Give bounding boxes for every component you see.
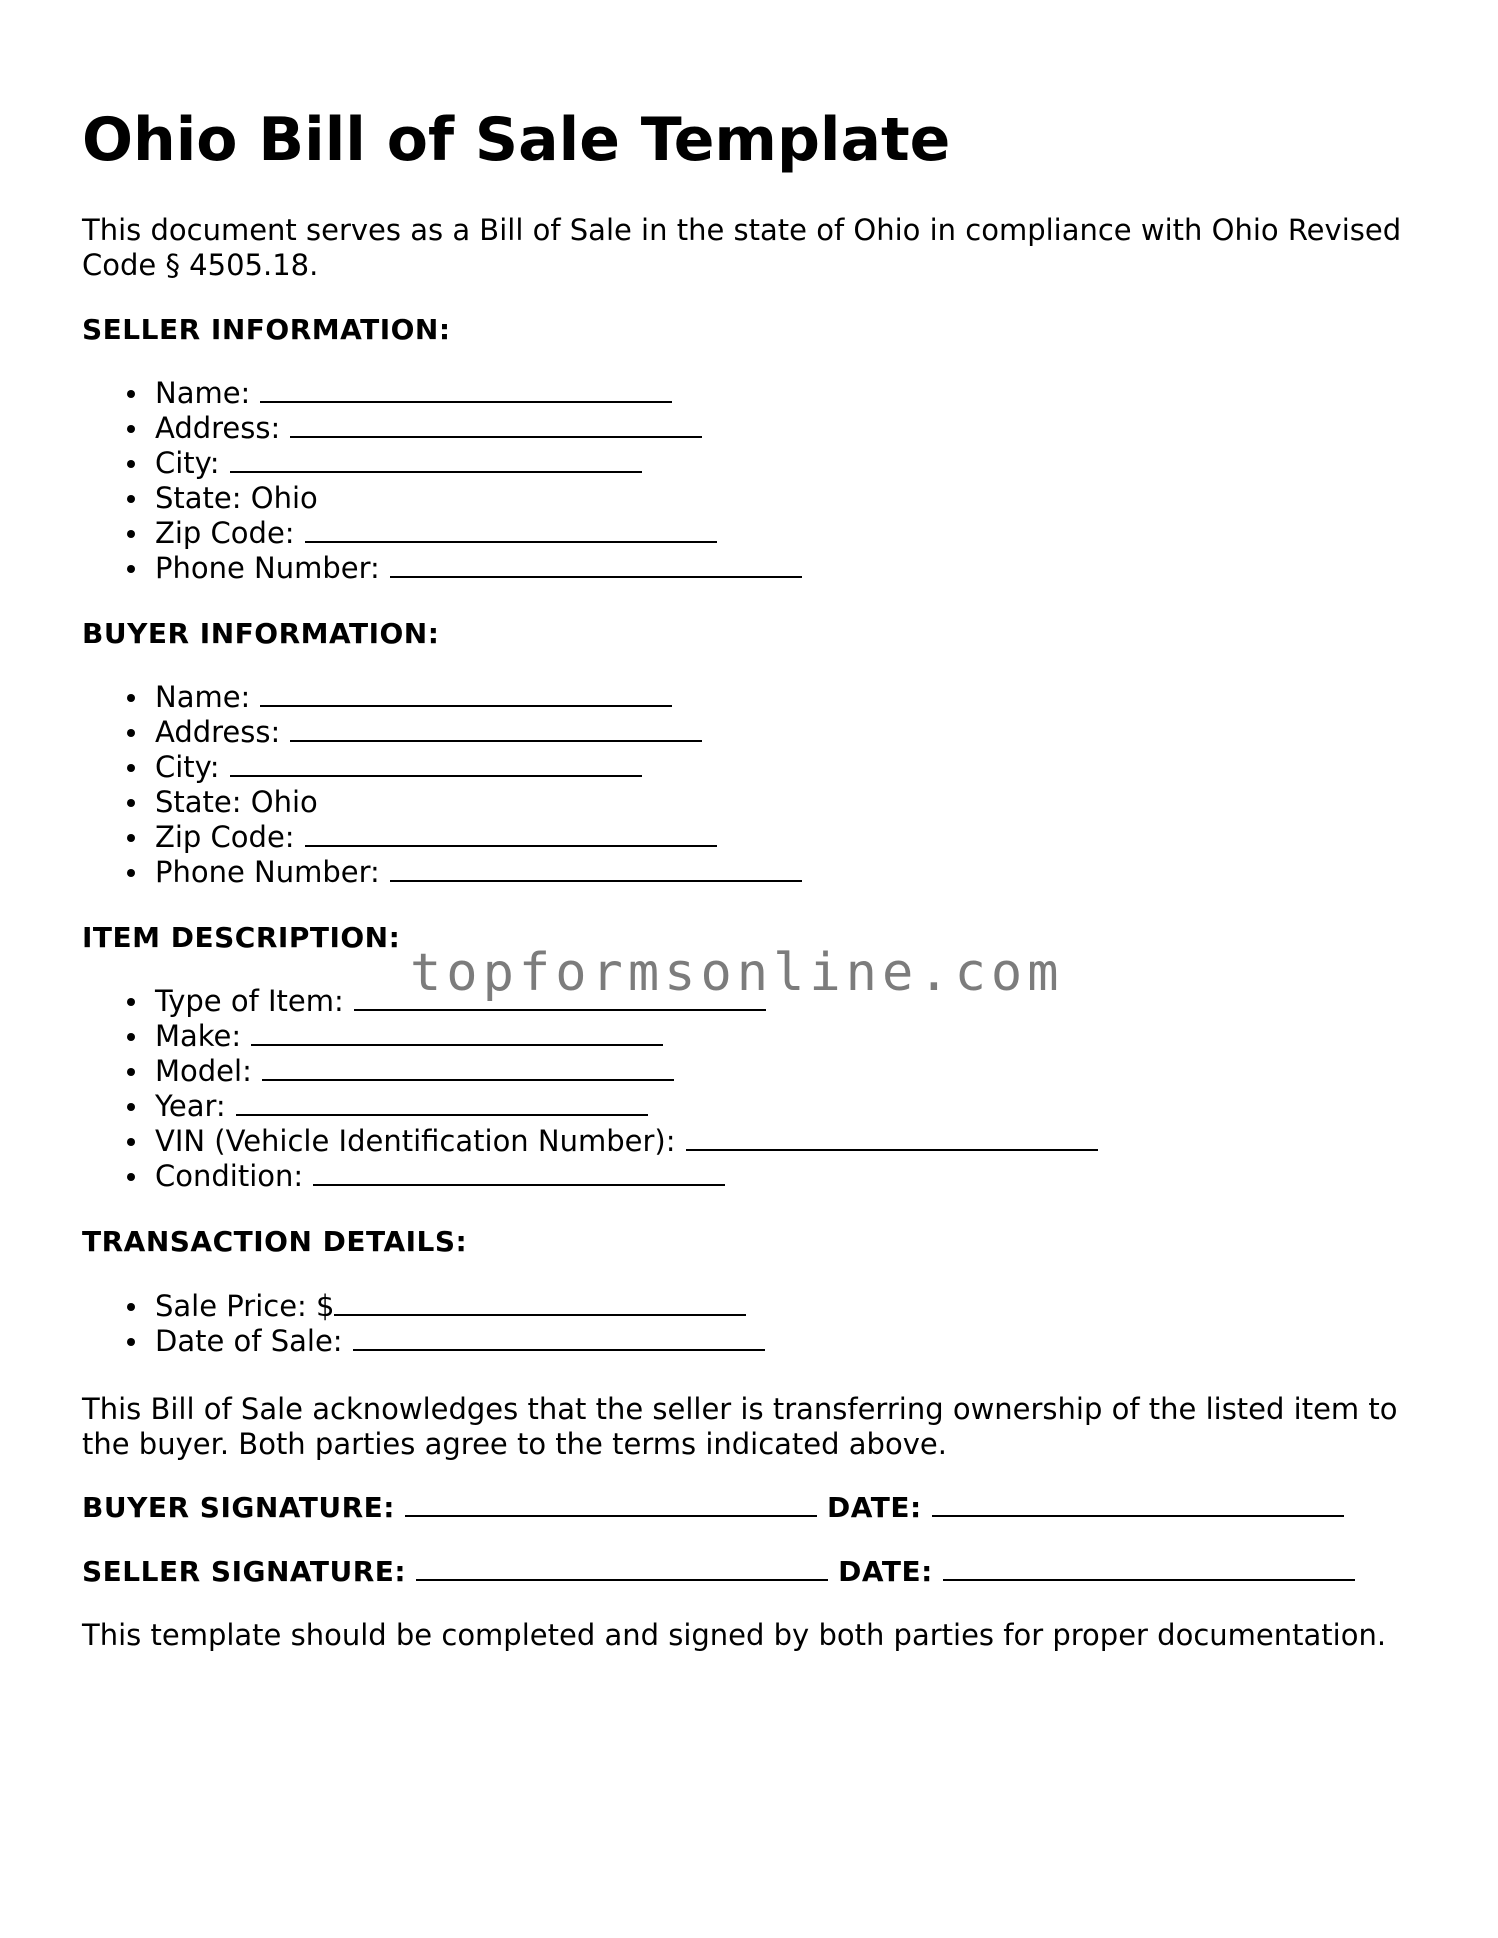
buyer-date-label: DATE: [827, 1491, 922, 1524]
transaction-section-heading: TRANSACTION DETAILS: [82, 1225, 468, 1258]
blank-line[interactable] [290, 715, 702, 742]
blank-line[interactable] [260, 376, 672, 403]
item-model-field [155, 1054, 1098, 1089]
buyer-date-blank[interactable] [932, 1490, 1344, 1517]
intro-paragraph: This document serves as a Bill of Sale in the state of Ohio in compliance with Ohio Revised Code § 4505.18. [82, 213, 1402, 282]
blank-line[interactable] [290, 411, 702, 438]
buyer-city-field [155, 750, 802, 785]
field-label: Condition: [155, 1159, 304, 1193]
item-fields-list [82, 984, 1098, 1194]
blank-line[interactable] [686, 1124, 1098, 1151]
seller-date-label: DATE: [838, 1555, 933, 1588]
blank-line[interactable] [305, 516, 717, 543]
closing-paragraph: This template should be completed and signed by both parties for proper documentation. [82, 1618, 1387, 1652]
field-label: Model: [155, 1054, 252, 1088]
field-label: City: [155, 446, 220, 480]
buyer-signature-row [82, 1490, 1354, 1525]
buyer-phone-field [155, 855, 802, 890]
blank-line[interactable] [236, 1089, 648, 1116]
seller-phone-field [155, 551, 802, 586]
field-label: Zip Code: [155, 820, 295, 854]
item-condition-field [155, 1159, 1098, 1194]
field-label: Make: [155, 1019, 242, 1053]
field-label: Phone Number: [155, 855, 380, 889]
seller-signature-blank[interactable] [416, 1554, 828, 1581]
seller-name-field [155, 376, 802, 411]
field-label: Year: [155, 1089, 226, 1123]
seller-signature-label: SELLER SIGNATURE: [82, 1555, 407, 1588]
item-make-field [155, 1019, 1098, 1054]
blank-line[interactable] [390, 855, 802, 882]
item-year-field [155, 1089, 1098, 1124]
field-label: Zip Code: [155, 516, 295, 550]
buyer-section-heading: BUYER INFORMATION: [82, 617, 440, 650]
item-vin-field [155, 1124, 1098, 1159]
blank-line[interactable] [262, 1054, 674, 1081]
field-label: Name: [155, 680, 251, 714]
seller-fields-list [82, 376, 802, 586]
blank-line[interactable] [313, 1159, 725, 1186]
blank-line[interactable] [251, 1019, 663, 1046]
seller-section-heading: SELLER INFORMATION: [82, 313, 451, 346]
field-label: State: Ohio [155, 481, 318, 515]
acknowledgement-paragraph: This Bill of Sale acknowledges that the seller is transferring ownership of the listed item to the buyer. Both parties agree to the terms indicated above. [82, 1392, 1398, 1461]
watermark-text: topformsonline.com [410, 943, 1064, 1003]
seller-signature-row [82, 1554, 1365, 1589]
seller-state-field [155, 481, 802, 516]
seller-date-blank[interactable] [943, 1554, 1355, 1581]
field-label: Type of Item: [155, 984, 344, 1018]
buyer-address-field [155, 715, 802, 750]
field-label: Address: [155, 411, 281, 445]
buyer-zip-field [155, 820, 802, 855]
blank-line[interactable] [334, 1289, 746, 1316]
buyer-signature-label: BUYER SIGNATURE: [82, 1491, 396, 1524]
document-title: Ohio Bill of Sale Template [82, 105, 951, 175]
field-label: Phone Number: [155, 551, 380, 585]
blank-line[interactable] [353, 1324, 765, 1351]
buyer-signature-blank[interactable] [405, 1490, 817, 1517]
seller-city-field [155, 446, 802, 481]
field-label: VIN (Vehicle Identification Number): [155, 1124, 676, 1158]
blank-line[interactable] [390, 551, 802, 578]
blank-line[interactable] [260, 680, 672, 707]
sale-price-field [155, 1289, 765, 1324]
buyer-fields-list [82, 680, 802, 890]
field-label: Name: [155, 376, 251, 410]
date-of-sale-field [155, 1324, 765, 1359]
blank-line[interactable] [230, 446, 642, 473]
field-label: Date of Sale: [155, 1324, 343, 1358]
seller-zip-field [155, 516, 802, 551]
item-section-heading: ITEM DESCRIPTION: [82, 921, 401, 954]
field-label: City: [155, 750, 220, 784]
blank-line[interactable] [305, 820, 717, 847]
field-label: Address: [155, 715, 281, 749]
buyer-name-field [155, 680, 802, 715]
seller-address-field [155, 411, 802, 446]
blank-line[interactable] [230, 750, 642, 777]
field-label: Sale Price: $ [155, 1289, 335, 1323]
buyer-state-field [155, 785, 802, 820]
transaction-fields-list [82, 1289, 765, 1359]
field-label: State: Ohio [155, 785, 318, 819]
